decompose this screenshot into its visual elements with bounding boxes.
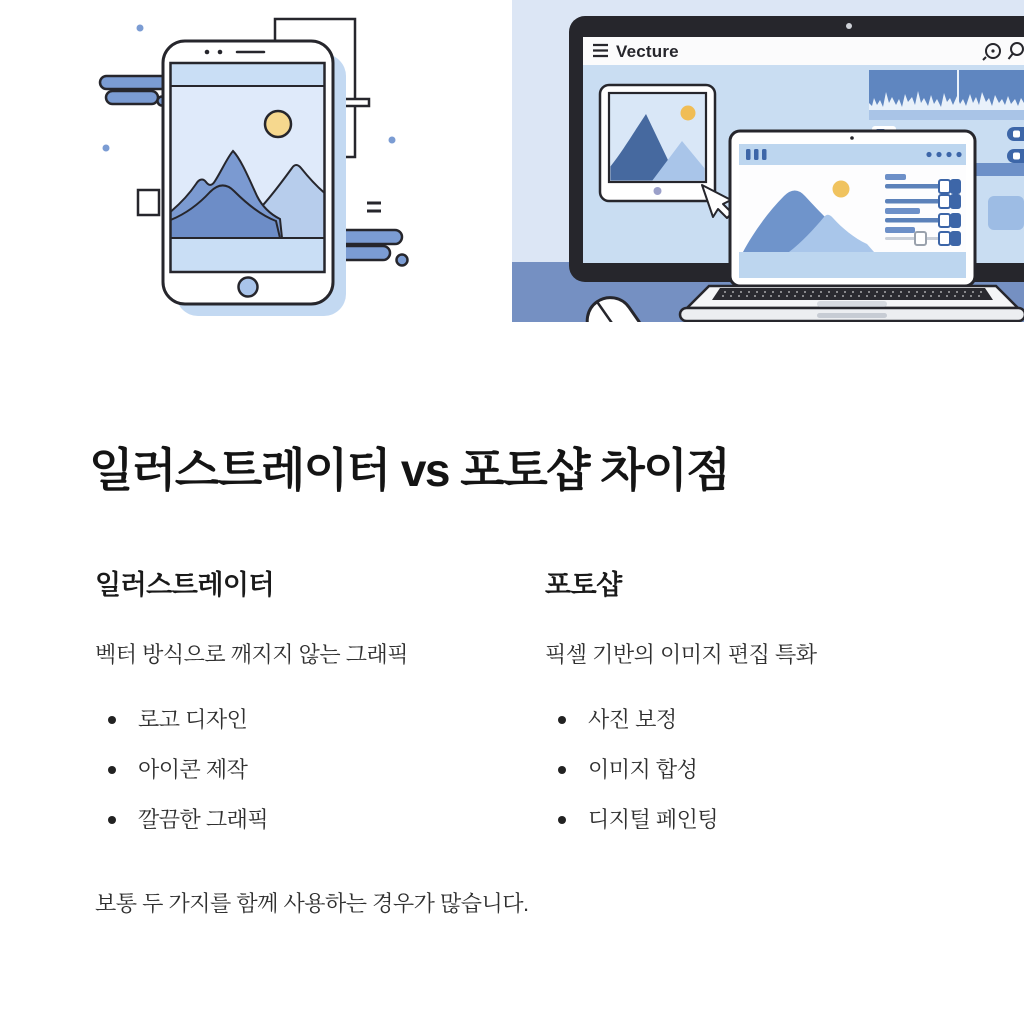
side-panel bbox=[988, 196, 1024, 230]
equals-sign bbox=[367, 203, 381, 211]
home-button bbox=[239, 278, 258, 297]
list-item: 로고 디자인 bbox=[95, 695, 545, 745]
feature-list-photoshop bbox=[545, 695, 964, 845]
window-controls-left bbox=[746, 149, 767, 160]
sun-icon bbox=[833, 181, 850, 198]
accent-dot bbox=[103, 145, 110, 152]
trackpad bbox=[817, 301, 887, 307]
laptop-base bbox=[680, 286, 1024, 321]
backdrop-square bbox=[138, 190, 159, 215]
waveform-panel bbox=[869, 70, 1024, 120]
column-photoshop bbox=[545, 563, 964, 845]
laptop-camera-dot bbox=[850, 136, 854, 140]
sun-icon bbox=[265, 111, 291, 137]
home-dot bbox=[654, 187, 662, 195]
laptop bbox=[680, 131, 1024, 321]
feature-list-illustrator bbox=[95, 695, 545, 845]
list-item: 깔끔한 그래픽 bbox=[95, 795, 545, 845]
webcam-dot bbox=[846, 23, 852, 29]
laptop-bottom-strip bbox=[739, 252, 966, 278]
list-item: 아이콘 제작 bbox=[95, 745, 545, 795]
column-heading-illustrator: 일러스트레이터 bbox=[95, 569, 275, 600]
illustration-tablet bbox=[0, 0, 512, 322]
column-illustrator bbox=[95, 563, 545, 845]
illustration-desktop bbox=[512, 0, 1024, 322]
desktop-illustration-svg bbox=[512, 0, 1024, 322]
column-heading-photoshop: 포토샵 bbox=[545, 569, 622, 600]
column-description-illustrator: 벡터 방식으로 깨지지 않는 그래픽 bbox=[95, 641, 408, 667]
app-header bbox=[583, 37, 1024, 65]
sun-icon bbox=[681, 106, 696, 121]
tablet-illustration-svg bbox=[0, 0, 512, 322]
column-description-photoshop: 픽셀 기반의 이미지 편집 특화 bbox=[545, 641, 817, 667]
list-item: 디지털 페인팅 bbox=[545, 795, 964, 845]
list-item: 이미지 합성 bbox=[545, 745, 964, 795]
comparison-columns bbox=[95, 563, 964, 845]
article-body bbox=[0, 444, 1024, 918]
closing-note: 보통 두 가지를 함께 사용하는 경우가 많습니다. bbox=[95, 890, 529, 916]
tablet-screen bbox=[168, 63, 327, 272]
accent-dot bbox=[389, 137, 396, 144]
page-title: 일러스트레이터 vs 포토샵 차이점 bbox=[89, 444, 730, 496]
tablet-thumbnail bbox=[600, 85, 715, 201]
list-item: 사진 보정 bbox=[545, 695, 964, 745]
accent-dot bbox=[137, 25, 144, 32]
hero-illustrations bbox=[0, 0, 1024, 322]
keyboard bbox=[712, 288, 993, 300]
app-title: Vecture bbox=[616, 42, 679, 61]
laptop-screen-content bbox=[739, 144, 966, 278]
